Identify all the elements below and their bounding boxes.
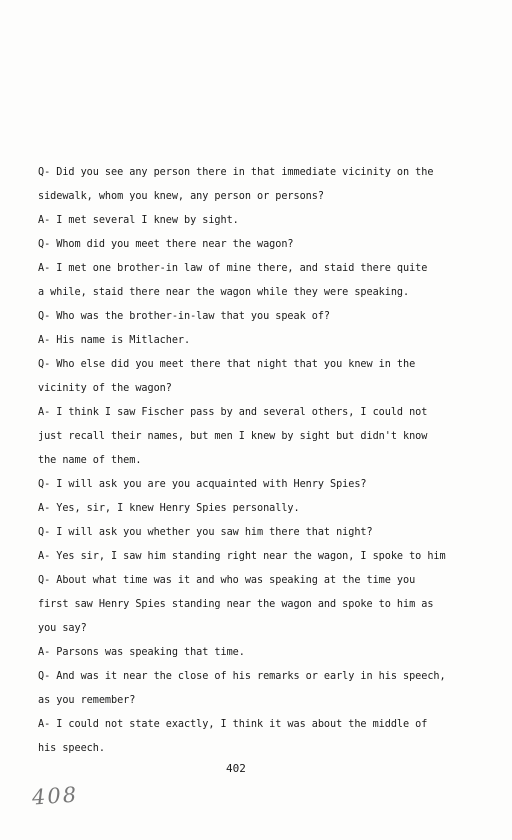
- page-number: 402: [226, 762, 246, 775]
- text-line: Q- About what time was it and who was speaking at the time you: [38, 575, 416, 586]
- text-line: first saw Henry Spies standing near the wagon and spoke to him as: [38, 599, 434, 610]
- text-line: A- His name is Mitlacher.: [38, 335, 191, 346]
- text-line: as you remember?: [38, 695, 136, 706]
- text-line: Q- I will ask you whether you saw him there that night?: [38, 527, 373, 538]
- text-line: A- I met several I knew by sight.: [38, 215, 239, 226]
- text-line: his speech.: [38, 743, 105, 754]
- text-line: A- I think I saw Fischer pass by and several others, I could not: [38, 407, 428, 418]
- text-line: Q- I will ask you are you acquainted with Henry Spies?: [38, 479, 367, 490]
- text-line: A- Yes sir, I saw him standing right near the wagon, I spoke to him: [38, 551, 446, 562]
- text-line: just recall their names, but men I knew by sight but didn't know: [38, 431, 428, 442]
- text-line: a while, staid there near the wagon while they were speaking.: [38, 287, 410, 298]
- text-line: A- Parsons was speaking that time.: [38, 647, 245, 658]
- text-line: you say?: [38, 623, 87, 634]
- text-line: Q- Who was the brother-in-law that you speak of?: [38, 311, 331, 322]
- text-line: sidewalk, whom you knew, any person or persons?: [38, 191, 324, 202]
- text-line: vicinity of the wagon?: [38, 383, 172, 394]
- text-line: Q- Who else did you meet there that night that you knew in the: [38, 359, 416, 370]
- text-line: Q- Did you see any person there in that immediate vicinity on the: [38, 167, 434, 178]
- handwritten-page-number: 408: [31, 782, 79, 810]
- text-line: the name of them.: [38, 455, 142, 466]
- text-line: A- Yes, sir, I knew Henry Spies personally.: [38, 503, 300, 514]
- text-line: A- I could not state exactly, I think it was about the middle of: [38, 719, 428, 730]
- text-line: A- I met one brother-in law of mine there, and staid there quite: [38, 263, 428, 274]
- text-line: Q- Whom did you meet there near the wagon?: [38, 239, 294, 250]
- text-line: Q- And was it near the close of his remarks or early in his speech,: [38, 671, 446, 682]
- testimony-transcript: [38, 166, 504, 755]
